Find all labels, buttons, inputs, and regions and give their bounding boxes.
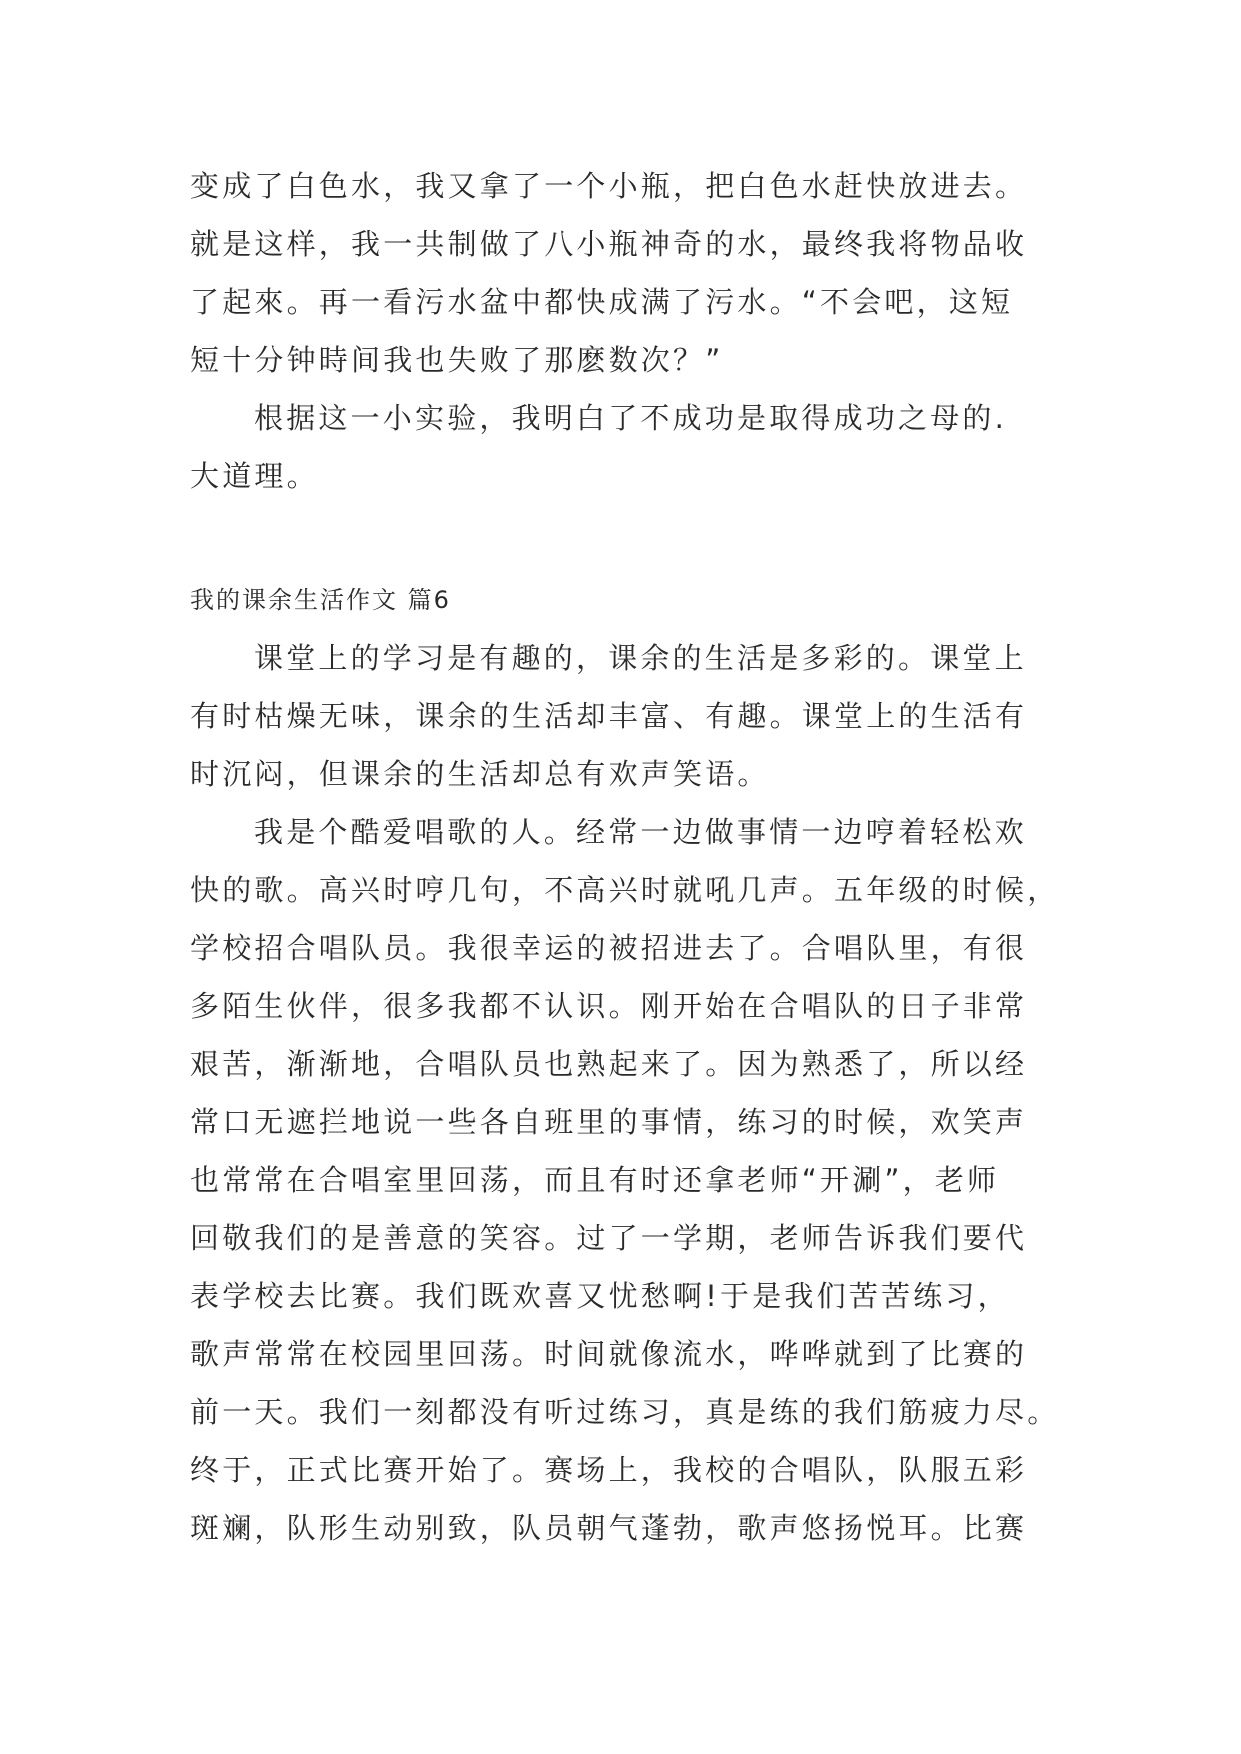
paragraph-line: 快的歌。高兴时哼几句，不高兴时就吼几声。五年级的时候， — [190, 873, 1060, 907]
paragraph-line: 学校招合唱队员。我很幸运的被招进去了。合唱队里，有很 — [190, 931, 1028, 965]
paragraph-line: 短十分钟時间我也失败了那麽数次？” — [190, 343, 724, 377]
paragraph-line: 就是这样，我一共制做了八小瓶神奇的水，最终我将物品收 — [190, 227, 1028, 261]
paragraph-line: 艰苦，渐渐地，合唱队员也熟起来了。因为熟悉了，所以经 — [190, 1047, 1028, 1081]
paragraph-line: 时沉闷，但课余的生活却总有欢声笑语。 — [190, 757, 770, 791]
paragraph-line: 表学校去比赛。我们既欢喜又忧愁啊!于是我们苦苦练习， — [190, 1279, 1010, 1313]
essay-heading: 我的课余生活作文 篇6 — [190, 586, 451, 614]
section-gap — [190, 505, 1070, 571]
paragraph-line: 课堂上的学习是有趣的，课余的生活是多彩的。课堂上 — [254, 641, 1027, 675]
paragraph-line: 斑斓，队形生动别致，队员朝气蓬勃，歌声悠扬悦耳。比赛 — [190, 1511, 1028, 1545]
paragraph-line: 大道理。 — [190, 459, 319, 493]
paragraph-line: 常口无遮拦地说一些各自班里的事情，练习的时候，欢笑声 — [190, 1105, 1028, 1139]
paragraph-line: 多陌生伙伴，很多我都不认识。刚开始在合唱队的日子非常 — [190, 989, 1028, 1023]
paragraph-line: 了起來。再一看污水盆中都快成满了污水。“不会吧，这短 — [190, 285, 1014, 319]
paragraph-line: 有时枯燥无味，课余的生活却丰富、有趣。课堂上的生活有 — [190, 699, 1028, 733]
paragraph-line: 变成了白色水，我又拿了一个小瓶，把白色水赶快放进去。 — [190, 169, 1028, 203]
document-body — [190, 157, 1070, 1557]
paragraph-line: 根据这一小实验，我明白了不成功是取得成功之母的. — [254, 401, 1008, 435]
paragraph-line: 歌声常常在校园里回荡。时间就像流水，哗哗就到了比赛的 — [190, 1337, 1028, 1371]
paragraph-line: 前一天。我们一刻都没有听过练习，真是练的我们筋疲力尽。 — [190, 1395, 1060, 1429]
paragraph-line: 回敬我们的是善意的笑容。过了一学期，老师告诉我们要代 — [190, 1221, 1028, 1255]
paragraph-line: 也常常在合唱室里回荡，而且有时还拿老师“开涮”，老师 — [190, 1163, 1000, 1197]
paragraph-line: 我是个酷爱唱歌的人。经常一边做事情一边哼着轻松欢 — [254, 815, 1027, 849]
paragraph-line: 终于，正式比赛开始了。赛场上，我校的合唱队，队服五彩 — [190, 1453, 1028, 1487]
